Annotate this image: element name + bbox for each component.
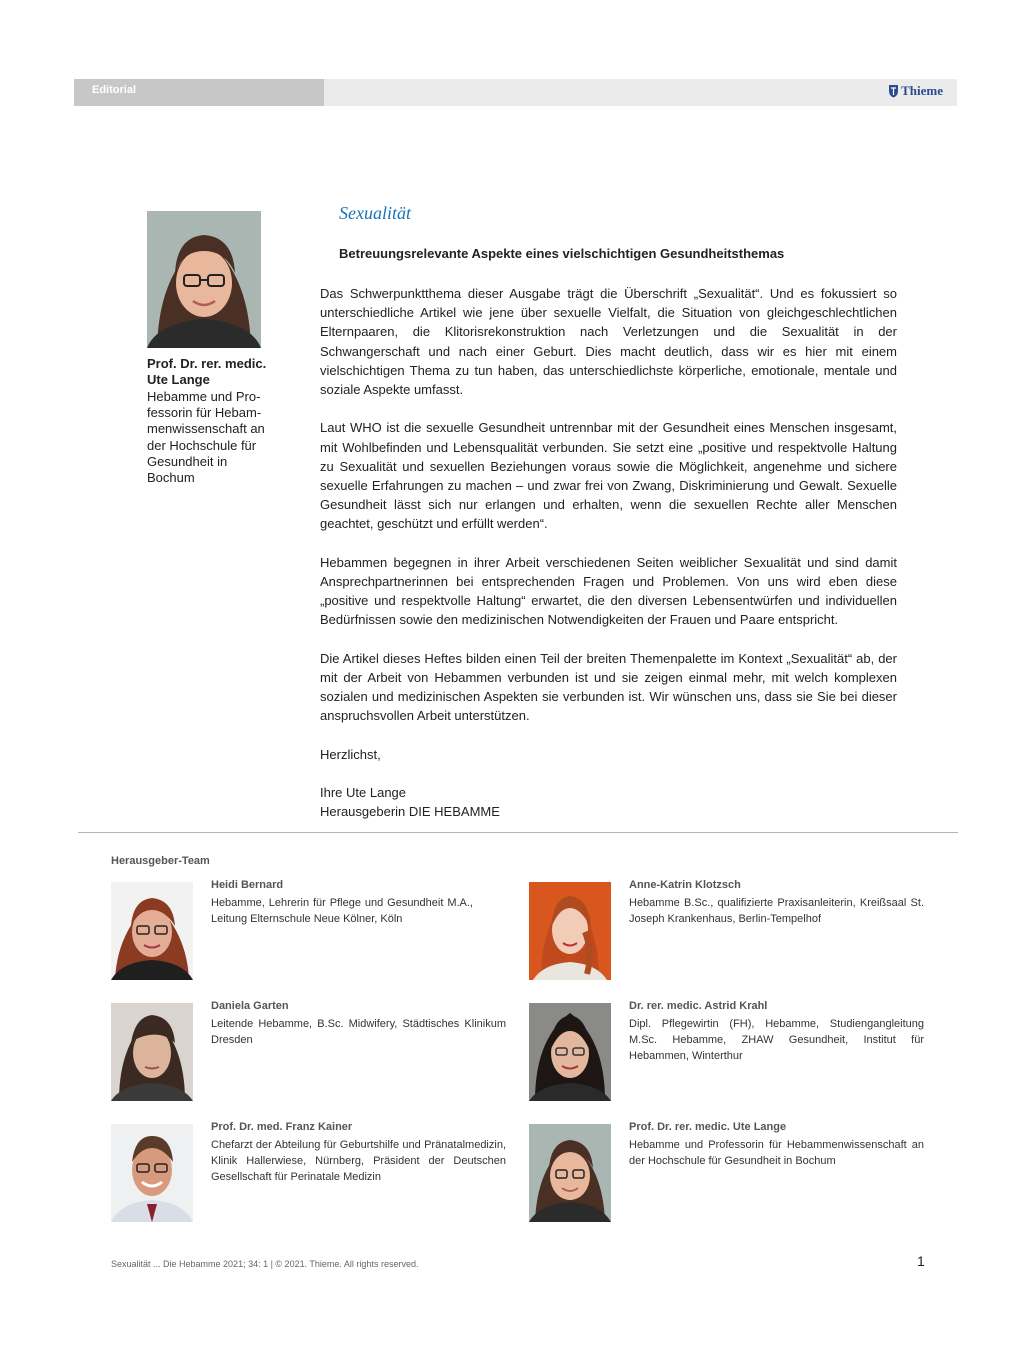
body-paragraph: Hebammen begegnen in ihrer Arbeit verschiedenen Seiten weiblicher Sexualität und sind damit Ansprechpartnerinnen bei entsprechenden Fragen und Problemen. Von uns wird eben diese „positive und respektvolle Haltung“ erwartet, die den diversen Lebensentwürfen und individuellen Bedürfnissen sowie den medizinischen Notwendigkeiten der Frauen und Paare entspricht. xyxy=(320,554,897,628)
author-role-line: fessorin für Hebam- xyxy=(147,405,262,421)
signature-name: Ihre Ute Lange xyxy=(320,785,407,801)
author-name-line2: Ute Lange xyxy=(147,372,210,387)
member-description: Hebamme, Lehrerin für Pflege und Gesundheit M.A., Leitung Elternschule Neue Kölner, Köln xyxy=(211,897,473,925)
member-description: Hebamme und Professorin für Hebammenwissenschaft an der Hochschule für Gesundheit in Bochum xyxy=(629,1139,924,1167)
member-photo xyxy=(529,1003,611,1101)
member-description: Dipl. Pflegewirtin (FH), Hebamme, Studiengangleitung M.Sc. Hebamme, ZHAW Gesundheit, Institut für Hebammen, Winterthur xyxy=(629,1018,924,1062)
page-number: 1 xyxy=(917,1253,925,1269)
author-role-line: Gesundheit in xyxy=(147,453,228,469)
member-photo xyxy=(111,1124,193,1222)
body-paragraph: Das Schwerpunktthema dieser Ausgabe trägt die Überschrift „Sexualität“. Und es fokussiert so unterschiedliche Artikel wie jene über sexuelle Vielfalt, die Situation von gleichgeschlechtlichen Elternpaaren, die Klitorisrekonstruktion nach Verletzungen und die Sexualität in der Schwangerschaft und nach einer Geburt. Dies macht deutlich, dass wir es hier mit einem vielschichtigen Thema zu tun haben, das unterschiedlichste körperliche, emotionale, mentale und soziale Aspekte umfasst. xyxy=(320,286,897,398)
team-heading: Herausgeber-Team xyxy=(111,855,210,867)
member-name: Dr. rer. medic. Astrid Krahl xyxy=(629,1000,768,1012)
member-photo xyxy=(529,882,611,980)
member-photo xyxy=(111,882,193,980)
author-role-line: Hebamme und Pro- xyxy=(147,389,261,404)
member-name: Heidi Bernard xyxy=(211,879,284,891)
member-photo xyxy=(529,1124,611,1222)
author-role-line: der Hochschule für xyxy=(147,437,257,453)
member-name: Anne-Katrin Klotzsch xyxy=(629,879,741,891)
author-name-line1: Prof. Dr. rer. medic. xyxy=(147,356,267,371)
section-divider xyxy=(78,832,958,833)
author-role-line: menwissenschaft an xyxy=(147,421,265,437)
member-photo xyxy=(111,1003,193,1101)
section-tab xyxy=(74,79,324,106)
member-description: Leitende Hebamme, B.Sc. Midwifery, Städtisches Klinikum Dresden xyxy=(211,1018,506,1046)
author-role xyxy=(147,389,277,486)
article-body xyxy=(320,284,897,822)
member-name: Prof. Dr. med. Franz Kainer xyxy=(211,1121,353,1133)
greeting: Herzlichst, xyxy=(320,746,381,762)
author-role-line: Bochum xyxy=(147,470,195,486)
page-header xyxy=(74,79,957,106)
thieme-logo-icon xyxy=(888,84,899,98)
body-paragraph: Die Artikel dieses Heftes bilden einen Teil der breiten Themenpalette im Kontext „Sexualität“ ab, der mit der Arbeit von Hebammen verbunden ist und sie zeigen einmal mehr, mit welch komplexen sozialen und medizinischen Aspekten sie verbunden ist. Wir wünschen uns, dass sie Sie bei dieser anspruchsvollen Arbeit unterstützen. xyxy=(320,650,897,724)
article-title: Sexualität xyxy=(339,203,411,223)
member-name: Prof. Dr. rer. medic. Ute Lange xyxy=(629,1121,787,1133)
brand-name: Thieme xyxy=(901,83,943,98)
article-subtitle: Betreuungsrelevante Aspekte eines vielschichtigen Gesundheitsthemas xyxy=(339,246,785,261)
section-label: Editorial xyxy=(92,84,137,96)
body-paragraph: Laut WHO ist die sexuelle Gesundheit untrennbar mit der Gesundheit eines Menschen insgesamt, mit Wohlbefinden und Lebensqualität verbunden. Sie setzt eine „positive und respektvolle Haltung zu Sexualität und sexuellen Beziehungen voraus sowie die Möglichkeit, angenehme und sichere sexuelle Erfahrungen zu machen – und zwar frei von Zwang, Diskriminierung und Gewalt. Sexuelle Gesundheit lässt sich nur erlangen und erhalten, wenn die sexuellen Rechte aller Menschen geachtet, geschützt und erfüllt werden“. xyxy=(320,420,897,532)
brand-logo xyxy=(888,83,943,99)
signature xyxy=(320,783,897,821)
member-description: Chefarzt der Abteilung für Geburtshilfe und Pränatalmedizin, Klinik Hallerwiese, Nürnberg, Präsident der Deutschen Gesellschaft für Perinatale Medizin xyxy=(211,1139,506,1183)
author-name xyxy=(147,356,282,388)
author-portrait-photo xyxy=(147,211,261,348)
member-name: Daniela Garten xyxy=(211,1000,289,1012)
signature-role: Herausgeberin DIE HEBAMME xyxy=(320,804,500,820)
footer-citation: Sexualität ... Die Hebamme 2021; 34: 1 | © 2021. Thieme. All rights reserved. xyxy=(111,1259,419,1269)
member-description: Hebamme B.Sc., qualifizierte Praxisanleiterin, Kreißsaal St. Joseph Krankenhaus, Berlin-Tempelhof xyxy=(629,897,924,925)
